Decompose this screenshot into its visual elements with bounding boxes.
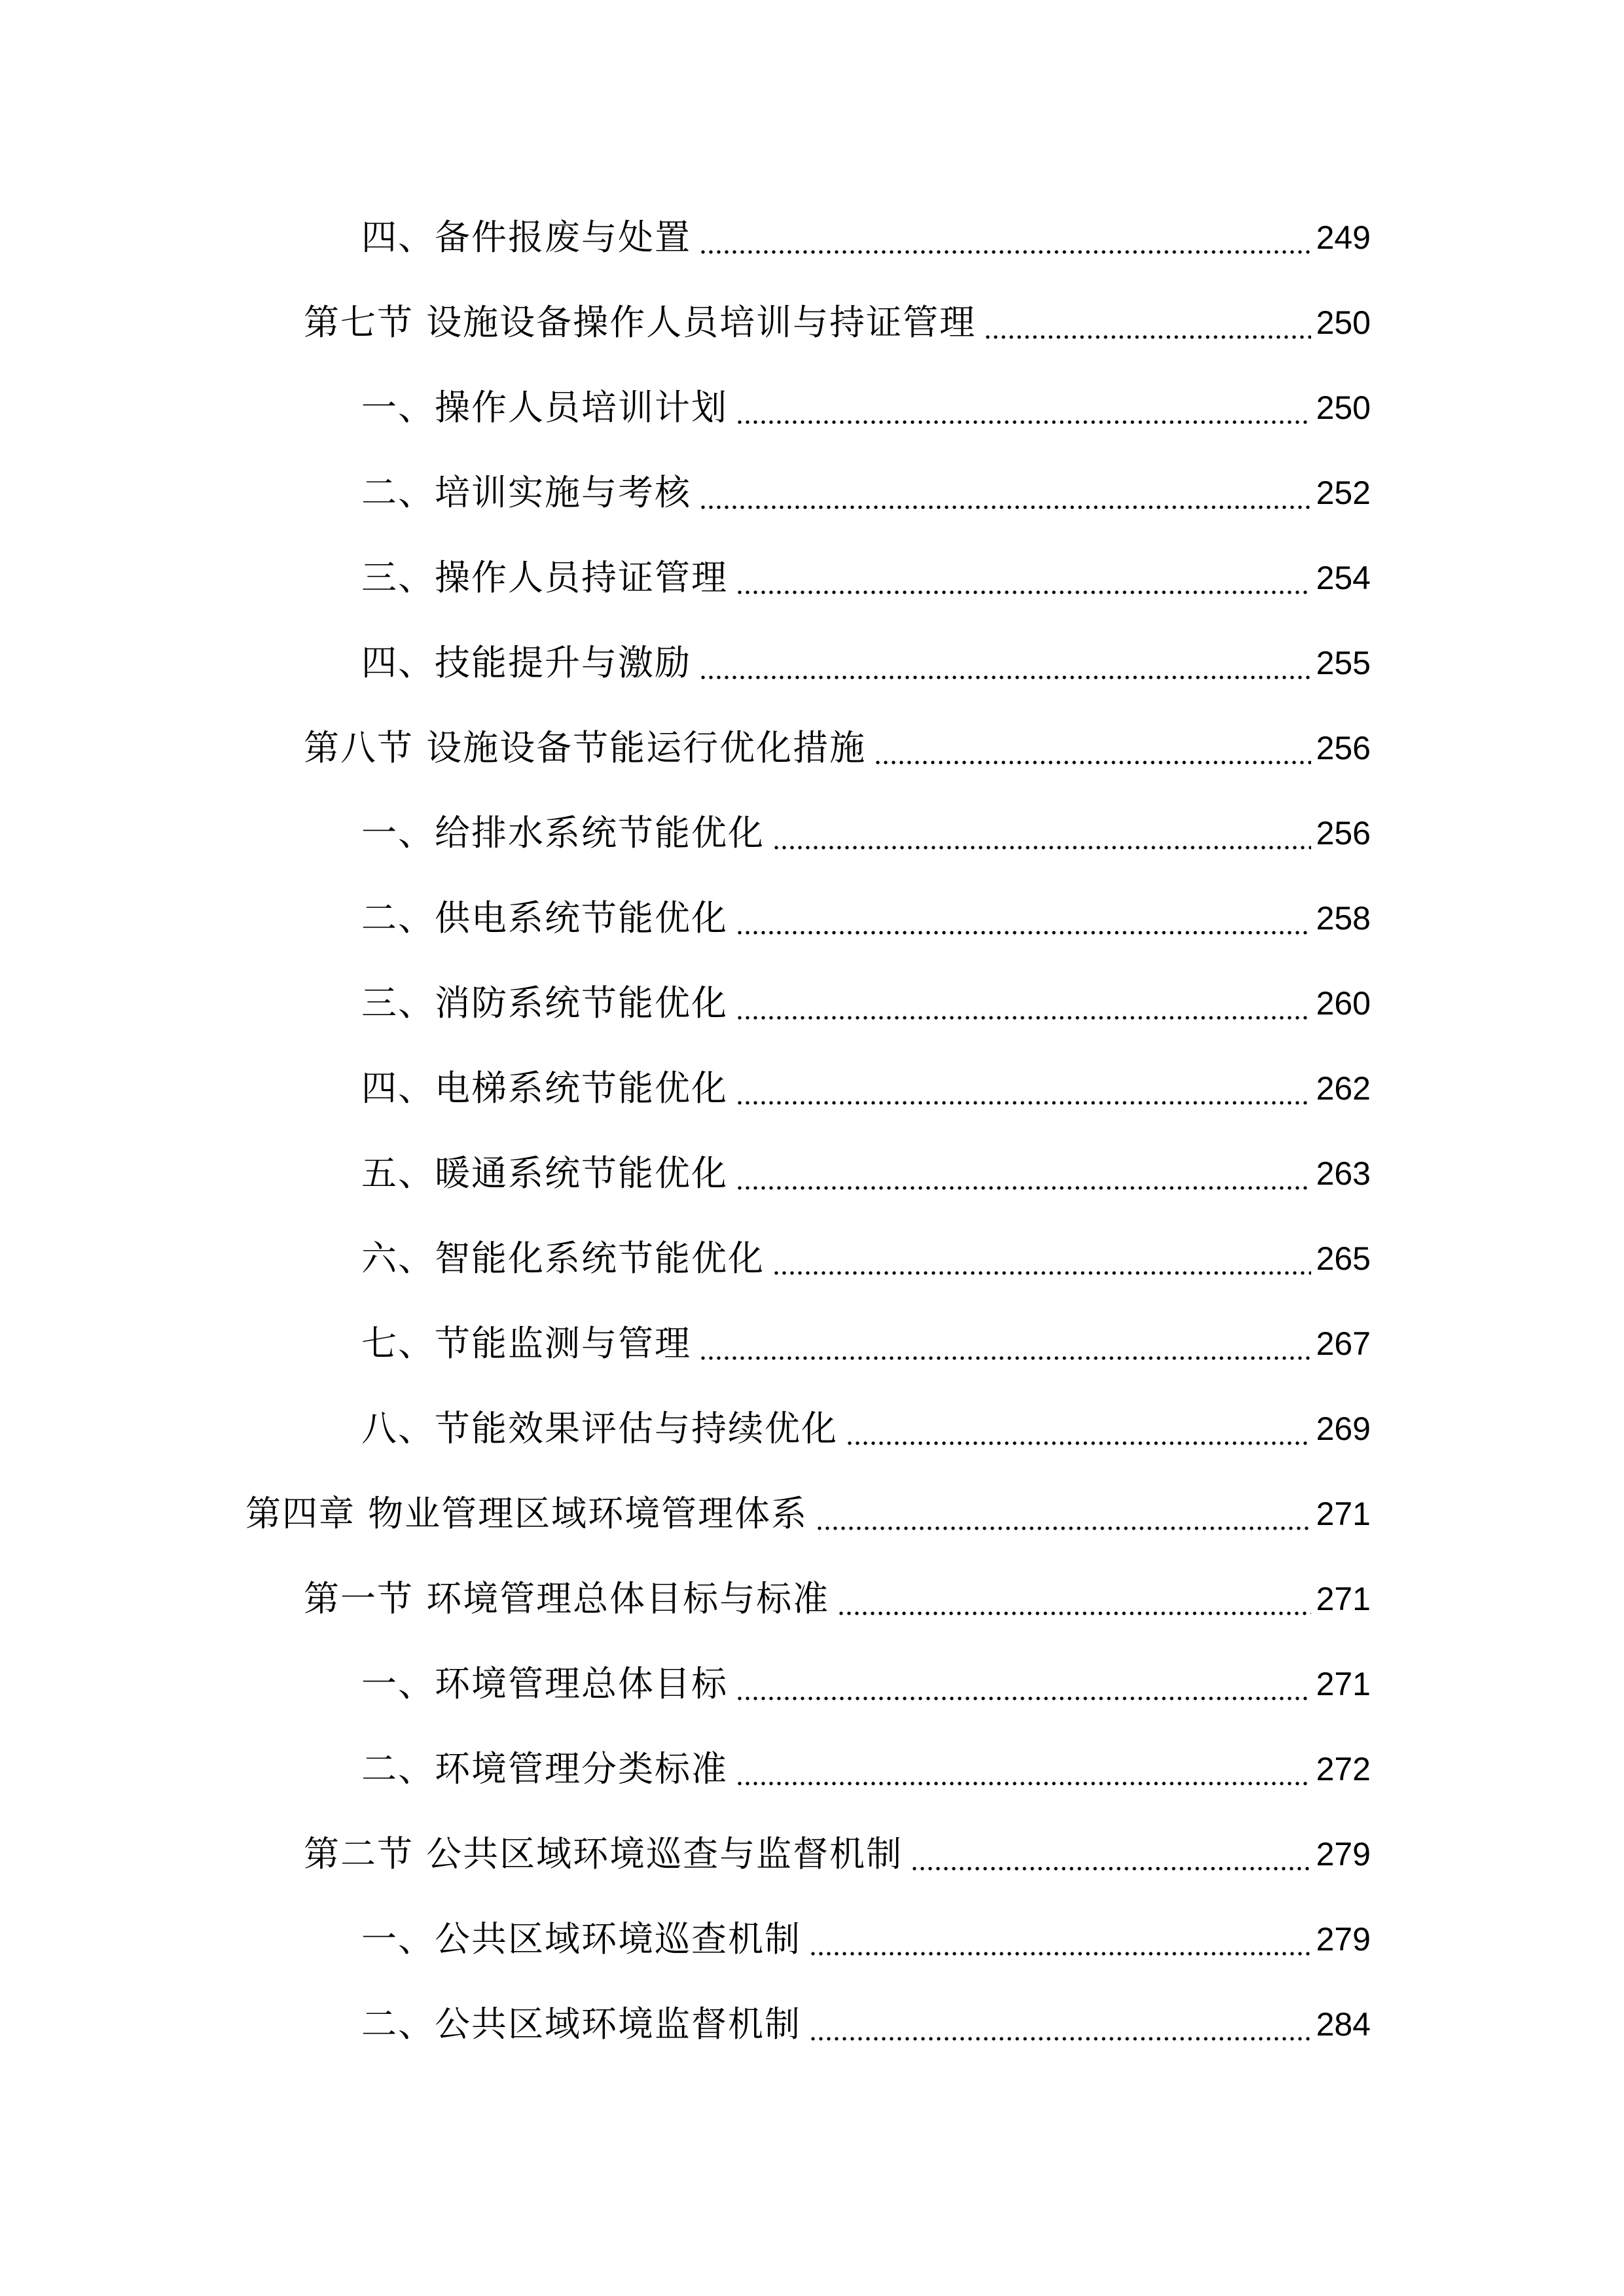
toc-entry-page: 260	[1316, 985, 1371, 1022]
toc-entry-title: 四、电梯系统节能优化	[361, 1067, 728, 1109]
toc-entry[interactable]	[0, 1131, 1624, 1216]
dot-leader	[699, 475, 1311, 511]
toc-entry-title: 四、技能提升与激励	[361, 642, 691, 683]
dot-leader	[984, 305, 1310, 340]
toc-entry-page: 279	[1316, 1836, 1371, 1873]
toc-entry-title: 三、操作人员持证管理	[361, 557, 728, 598]
dot-leader	[736, 901, 1311, 936]
toc-entry-page: 250	[1316, 389, 1371, 426]
toc-entry[interactable]	[0, 1046, 1624, 1131]
toc-entry[interactable]	[0, 280, 1624, 365]
toc-entry-page: 249	[1316, 219, 1371, 256]
dot-leader	[846, 1411, 1311, 1446]
toc-entry-page: 271	[1316, 1581, 1371, 1617]
toc-entry-title: 第八节 设施设备节能运行优化措施	[304, 727, 867, 768]
toc-entry[interactable]	[0, 1216, 1624, 1301]
toc-entry[interactable]	[0, 1982, 1624, 2067]
dot-leader	[736, 1156, 1311, 1191]
toc-entry[interactable]	[0, 1727, 1624, 1812]
toc-entry-page: 284	[1316, 2006, 1371, 2043]
toc-entry[interactable]	[0, 1556, 1624, 1641]
toc-entry[interactable]	[0, 961, 1624, 1046]
toc-entry-title: 二、供电系统节能优化	[361, 897, 728, 939]
toc-entry-title: 二、培训实施与考核	[361, 472, 691, 513]
dot-leader	[736, 1071, 1311, 1106]
toc-entry[interactable]	[0, 1897, 1624, 1982]
dot-leader	[809, 2007, 1311, 2042]
toc-entry-title: 二、公共区域环境监督机制	[361, 2003, 801, 2045]
toc-entry-title: 五、暖通系统节能优化	[361, 1153, 728, 1194]
toc-entry-title: 三、消防系统节能优化	[361, 982, 728, 1024]
toc-entry-title: 一、环境管理总体目标	[361, 1663, 728, 1704]
toc-entry-page: 262	[1316, 1070, 1371, 1107]
toc-entry[interactable]	[0, 450, 1624, 535]
toc-entry-title: 一、操作人员培训计划	[361, 387, 728, 428]
toc-entry-title: 二、环境管理分类标准	[361, 1748, 728, 1789]
toc-entry[interactable]	[0, 876, 1624, 961]
toc-entry[interactable]	[0, 365, 1624, 450]
dot-leader	[736, 1751, 1311, 1787]
toc-entry-title: 第七节 设施设备操作人员培训与持证管理	[304, 302, 977, 343]
toc-entry[interactable]	[0, 706, 1624, 791]
toc-entry-page: 250	[1316, 304, 1371, 341]
toc-entry-page: 256	[1316, 730, 1371, 766]
dot-leader	[816, 1496, 1310, 1532]
dot-leader	[736, 1666, 1311, 1702]
table-of-contents	[0, 195, 1624, 2067]
toc-entry[interactable]	[0, 1386, 1624, 1471]
toc-entry-page: 256	[1316, 815, 1371, 852]
toc-entry-page: 269	[1316, 1410, 1371, 1447]
dot-leader	[874, 730, 1310, 766]
dot-leader	[772, 816, 1311, 851]
dot-leader	[736, 986, 1311, 1021]
toc-entry-page: 272	[1316, 1751, 1371, 1787]
toc-entry-page: 279	[1316, 1921, 1371, 1958]
toc-entry[interactable]	[0, 535, 1624, 620]
dot-leader	[736, 390, 1311, 425]
dot-leader	[699, 645, 1311, 681]
toc-entry-title: 一、给排水系统节能优化	[361, 812, 765, 853]
toc-entry-page: 265	[1316, 1240, 1371, 1277]
toc-entry[interactable]	[0, 791, 1624, 876]
toc-entry[interactable]	[0, 1471, 1624, 1556]
toc-entry-title: 八、节能效果评估与持续优化	[361, 1408, 838, 1449]
toc-entry-title: 六、智能化系统节能优化	[361, 1238, 765, 1279]
dot-leader	[736, 560, 1311, 596]
toc-entry[interactable]	[0, 620, 1624, 706]
dot-leader	[837, 1581, 1310, 1617]
dot-leader	[772, 1241, 1311, 1276]
toc-entry-title: 第二节 公共区域环境巡查与监督机制	[304, 1833, 903, 1874]
toc-entry[interactable]	[0, 1641, 1624, 1727]
toc-entry-page: 271	[1316, 1496, 1371, 1532]
dot-leader	[911, 1837, 1310, 1872]
toc-entry-page: 258	[1316, 900, 1371, 937]
dot-leader	[699, 220, 1311, 255]
toc-entry-title: 七、节能监测与管理	[361, 1323, 691, 1364]
toc-entry-title: 第一节 环境管理总体目标与标准	[304, 1578, 830, 1619]
toc-entry-page: 271	[1316, 1666, 1371, 1702]
toc-entry-title: 四、备件报废与处置	[361, 217, 691, 258]
toc-entry-page: 252	[1316, 475, 1371, 511]
toc-entry[interactable]	[0, 195, 1624, 280]
toc-entry-title: 第四章 物业管理区域环境管理体系	[245, 1493, 808, 1534]
toc-entry-page: 267	[1316, 1325, 1371, 1362]
dot-leader	[699, 1326, 1311, 1361]
toc-entry-title: 一、公共区域环境巡查机制	[361, 1918, 801, 1960]
dot-leader	[809, 1922, 1311, 1957]
toc-entry[interactable]	[0, 1812, 1624, 1897]
toc-entry-page: 263	[1316, 1155, 1371, 1192]
toc-entry[interactable]	[0, 1301, 1624, 1386]
toc-entry-page: 255	[1316, 645, 1371, 681]
toc-entry-page: 254	[1316, 560, 1371, 596]
